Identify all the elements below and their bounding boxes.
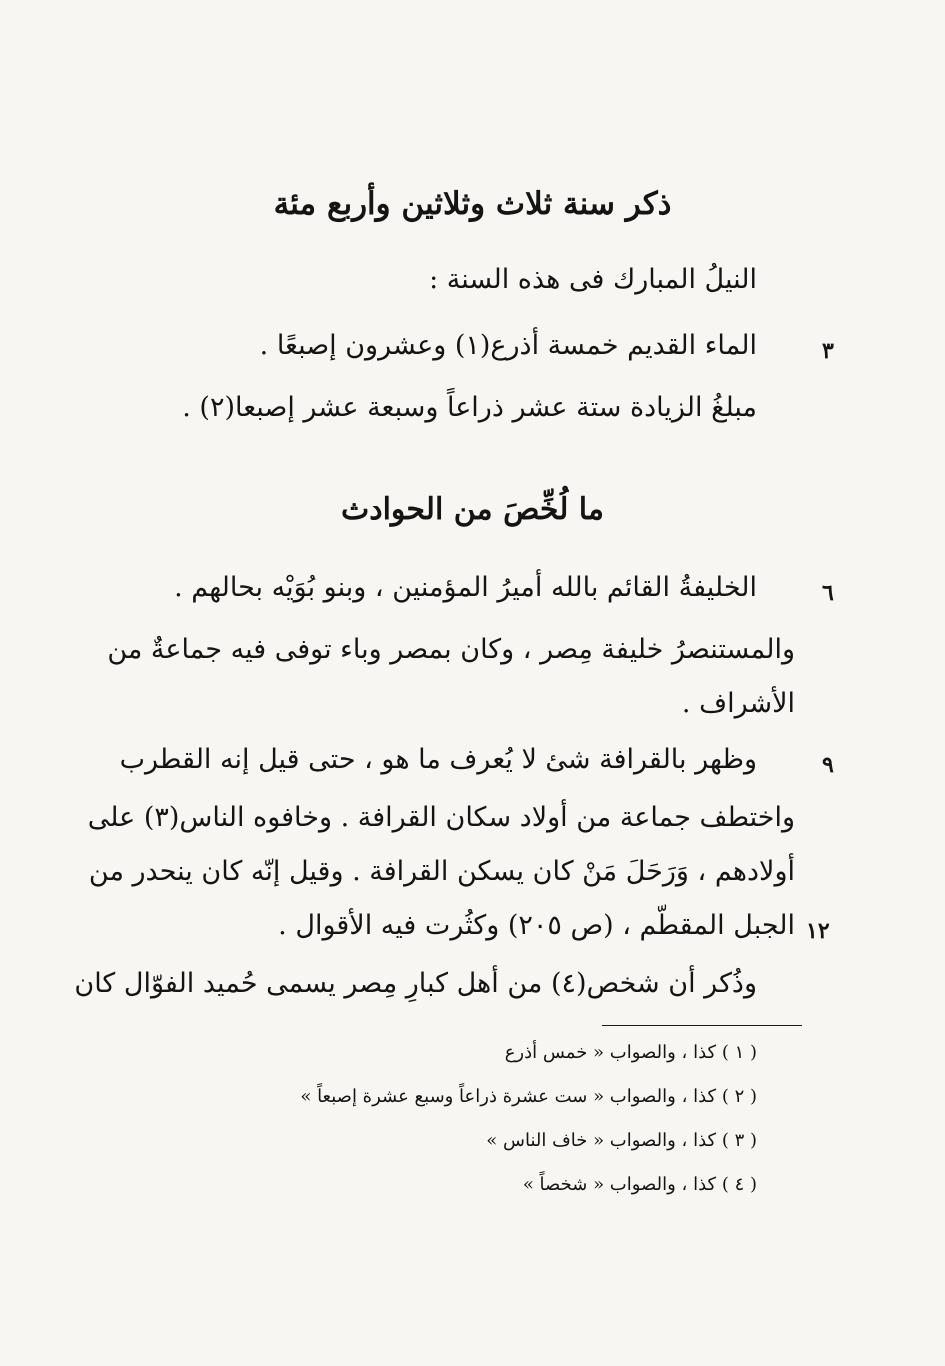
footnote-divider bbox=[602, 1025, 802, 1026]
events-heading: ما لُخِّصَ من الحوادث bbox=[341, 492, 604, 527]
nile-line-3: مبلغُ الزيادة ستة عشر ذراعاً وسبعة عشر إصبعا(٢) . bbox=[182, 392, 757, 423]
events-line-5: واختطف جماعة من أولاد سكان القرافة . وخافوه الناس(٣) على bbox=[87, 802, 795, 833]
events-line-2: والمستنصرُ خليفة مِصر ، وكان بمصر وباء توفى فيه جماعةٌ من bbox=[107, 634, 795, 665]
events-line-6: أولادهم ، وَرَحَلَ مَنْ كان يسكن القرافة . وقيل إنّه كان ينحدر من bbox=[88, 856, 795, 887]
nile-line-1: النيلُ المبارك فى هذه السنة : bbox=[429, 264, 757, 295]
footnote-1: ( ١ ) كذا ، والصواب « خمس أذرع bbox=[504, 1042, 757, 1063]
line-number-9: ٩ bbox=[822, 752, 834, 778]
footnote-4: ( ٤ ) كذا ، والصواب « شخصاً » bbox=[522, 1174, 757, 1195]
line-number-6: ٦ bbox=[822, 580, 834, 606]
events-line-3: الأشراف . bbox=[681, 688, 795, 719]
line-number-12: ١٢ bbox=[806, 918, 830, 944]
footnote-2: ( ٢ ) كذا ، والصواب « ست عشرة ذراعاً وسبع عشرة إصبعاً » bbox=[300, 1086, 757, 1107]
line-number-3: ٣ bbox=[822, 338, 834, 364]
footnote-3: ( ٣ ) كذا ، والصواب « خاف الناس » bbox=[486, 1130, 757, 1151]
events-line-4: وظهر بالقرافة شئ لا يُعرف ما هو ، حتى قيل إنه القطرب bbox=[119, 744, 757, 775]
section-heading: ذكر سنة ثلاث وثلاثين وأربع مئة bbox=[273, 186, 672, 222]
nile-line-2: الماء القديم خمسة أذرع(١) وعشرون إصبعًا . bbox=[259, 330, 757, 361]
events-line-7: الجبل المقطّم ، (ص ٢٠٥) وكثُرت فيه الأقوال . bbox=[278, 910, 795, 941]
events-line-8: وذُكر أن شخص(٤) من أهل كبارِ مِصر يسمى حُميد الفوّال كان bbox=[74, 968, 757, 999]
events-line-1: الخليفةُ القائم بالله أميرُ المؤمنين ، وبنو بُوَيْه بحالهم . bbox=[174, 572, 757, 603]
